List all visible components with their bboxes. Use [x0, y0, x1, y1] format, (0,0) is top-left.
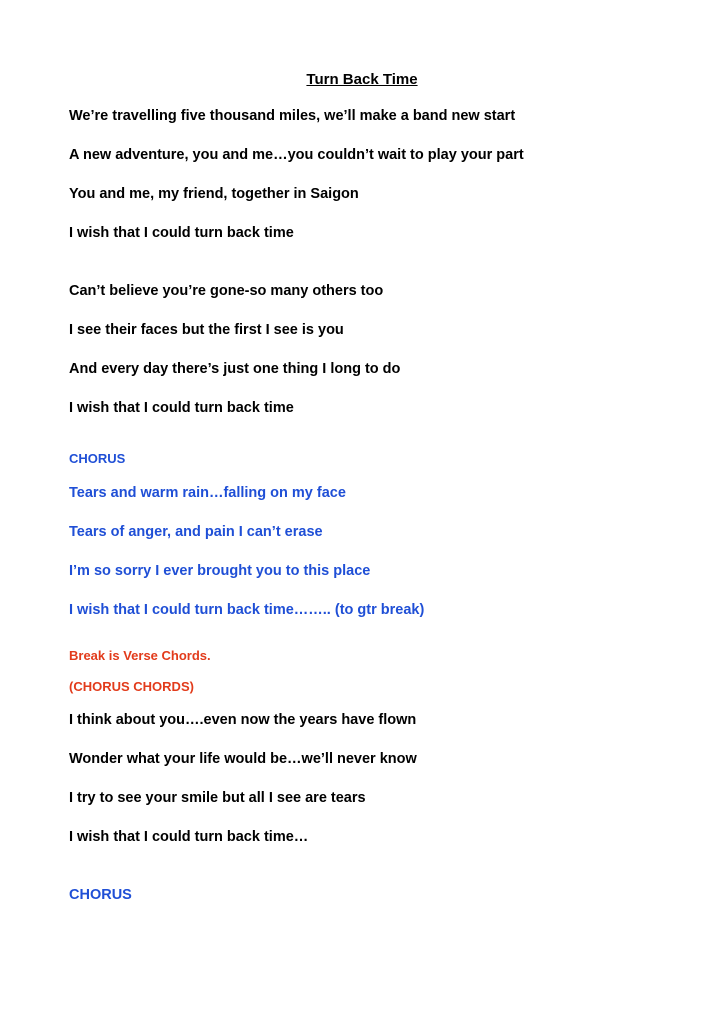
song-title: Turn Back Time [306, 71, 418, 88]
verse1-line-2: A new adventure, you and me…you couldn’t wait to play your part [69, 147, 524, 163]
break-note: Break is Verse Chords. [69, 648, 211, 663]
chorus-line-1: Tears and warm rain…falling on my face [69, 485, 346, 501]
verse1-line-4: I wish that I could turn back time [69, 225, 294, 241]
verse3-line-1: I think about you….even now the years have flown [69, 712, 417, 728]
chorus-label: CHORUS [69, 451, 126, 466]
verse3-line-3: I try to see your smile but all I see are tears [69, 790, 366, 806]
verse3-line-2: Wonder what your life would be…we’ll never know [69, 751, 417, 767]
chorus-line-3: I’m so sorry I ever brought you to this place [69, 563, 371, 579]
verse1-line-1: We’re travelling five thousand miles, we’ll make a band new start [69, 108, 516, 124]
verse2-line-3: And every day there’s just one thing I long to do [69, 361, 401, 377]
chorus-line-2: Tears of anger, and pain I can’t erase [69, 524, 323, 540]
verse3-line-4: I wish that I could turn back time… [69, 829, 309, 845]
verse2-line-2: I see their faces but the first I see is you [69, 322, 344, 338]
verse2-line-4: I wish that I could turn back time [69, 400, 294, 416]
verse1-line-3: You and me, my friend, together in Saigon [69, 186, 359, 202]
chorus-chords-note: (CHORUS CHORDS) [69, 679, 194, 694]
final-chorus-label: CHORUS [69, 887, 132, 903]
verse2-line-1: Can’t believe you’re gone-so many others too [69, 283, 384, 299]
chorus-line-4: I wish that I could turn back time…….. (to gtr break) [69, 602, 425, 618]
